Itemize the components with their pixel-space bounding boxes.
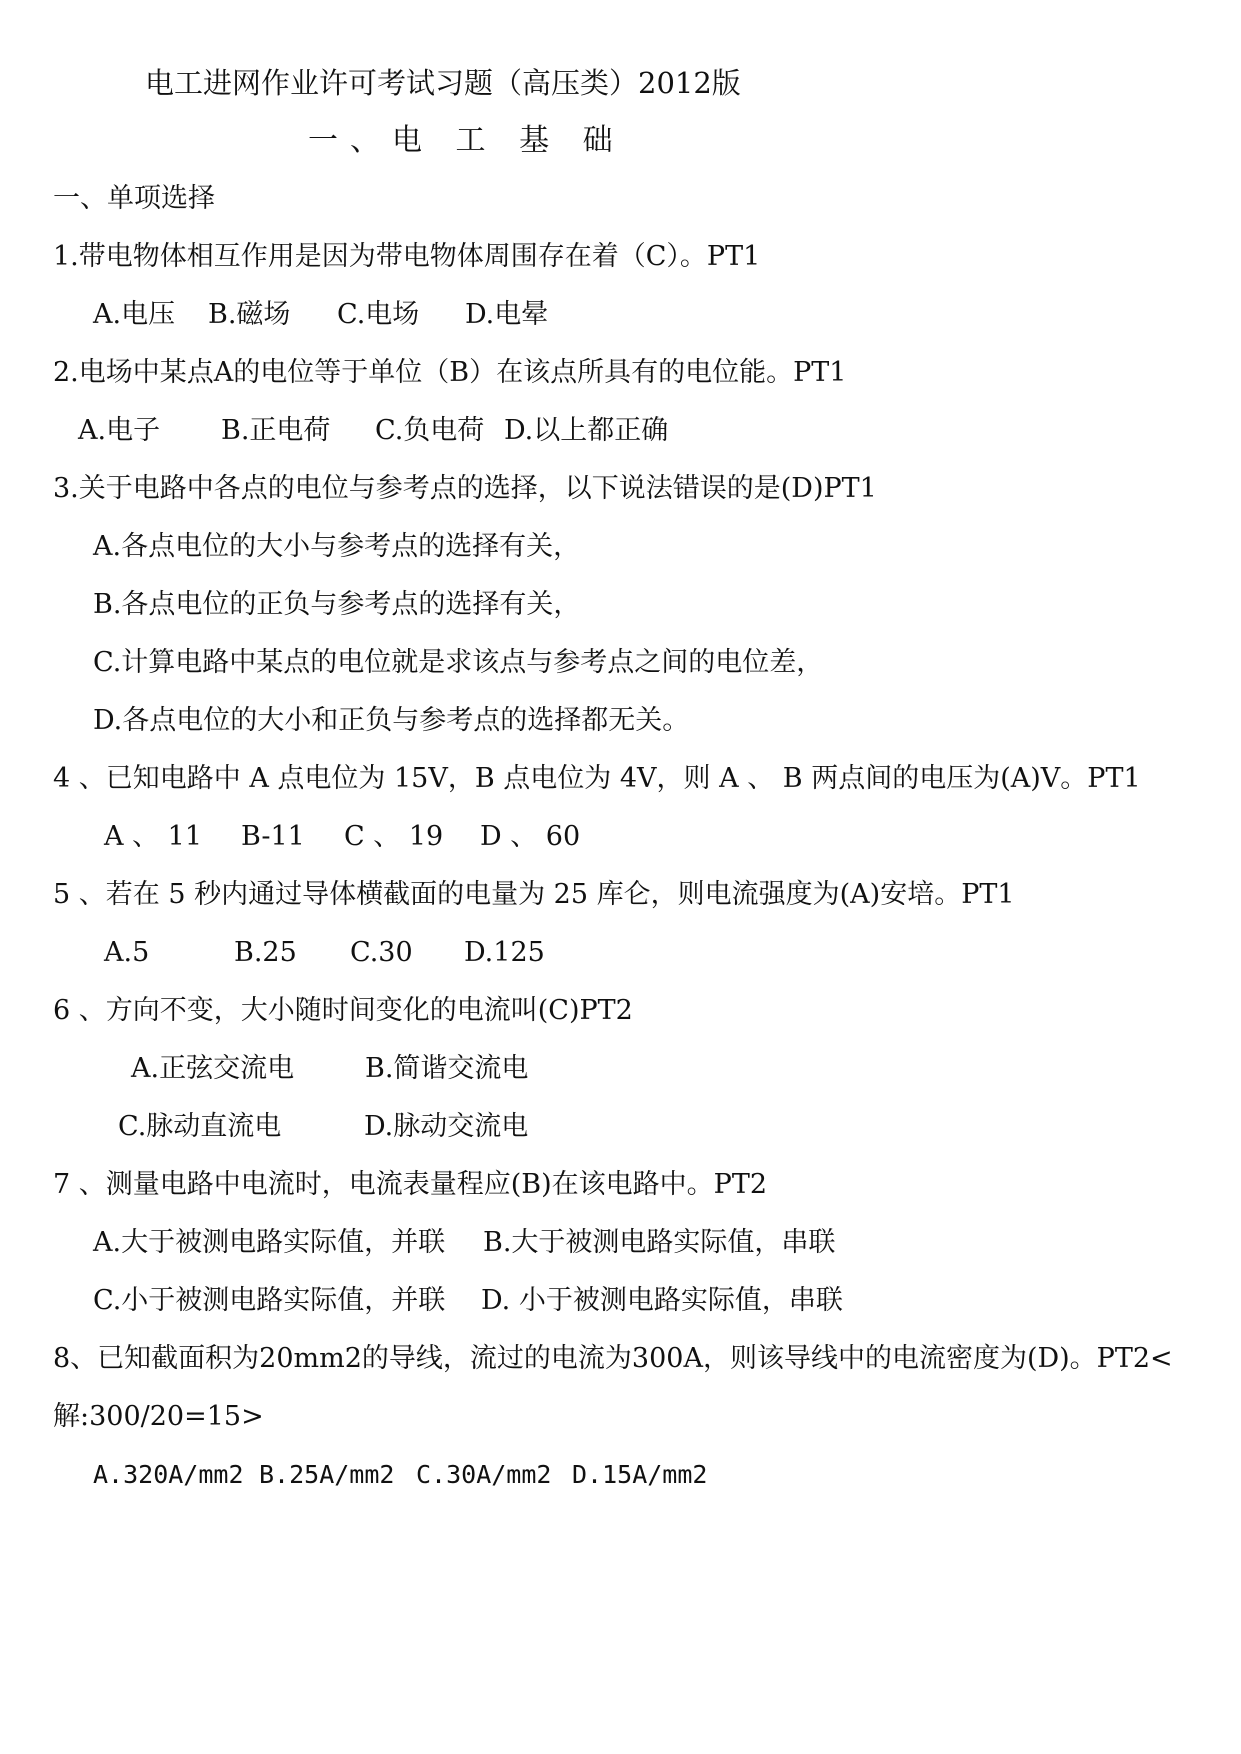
option-d: D 、 60 xyxy=(480,821,581,852)
question-8: 8、已知截面积为20mm2的导线，流过的电流为300A，则该导线中的电流密度为(D)。PT2< xyxy=(53,1343,1173,1374)
option-b: B-11 xyxy=(241,821,305,852)
option-c: C.电场 xyxy=(337,299,420,330)
option-d: D.各点电位的大小和正负与参考点的选择都无关。 xyxy=(93,705,690,736)
option-a: A.5 xyxy=(104,937,150,968)
option-a: A.大于被测电路实际值，并联 xyxy=(93,1227,446,1258)
section-heading: 一、单项选择 xyxy=(53,183,215,214)
option-d: D.以上都正确 xyxy=(504,415,669,446)
option-c: C.30A/mm2 xyxy=(416,1460,552,1489)
option-c: C.负电荷 xyxy=(375,415,485,446)
option-b: B.各点电位的正负与参考点的选择有关， xyxy=(93,589,581,620)
option-d: D.125 xyxy=(464,937,545,968)
document-title: 电工进网作业许可考试习题（高压类）2012版 xyxy=(145,66,741,100)
option-a: A.320A/mm2 xyxy=(93,1460,244,1489)
question-6: 6 、方向不变，大小随时间变化的电流叫(C)PT2 xyxy=(53,995,633,1026)
option-c: C.计算电路中某点的电位就是求该点与参考点之间的电位差， xyxy=(93,647,824,678)
question-3: 3.关于电路中各点的电位与参考点的选择，以下说法错误的是(D)PT1 xyxy=(53,473,877,504)
question-4: 4 、已知电路中 A 点电位为 15V，B 点电位为 4V，则 A 、 B 两点间的电压为(A)V。PT1 xyxy=(53,763,1141,794)
option-d: D.15A/mm2 xyxy=(572,1460,708,1489)
question-5: 5 、若在 5 秒内通过导体横截面的电量为 25 库仑，则电流强度为(A)安培。PT1 xyxy=(53,879,1015,910)
option-b: B.25A/mm2 xyxy=(259,1460,395,1489)
chapter-heading: 一、电 工 基 础 xyxy=(308,123,625,158)
option-c: C.脉动直流电 xyxy=(118,1111,282,1142)
question-1: 1.带电物体相互作用是因为带电物体周围存在着（C）。PT1 xyxy=(53,241,761,272)
option-c: C.小于被测电路实际值，并联 xyxy=(93,1285,446,1316)
option-b: B.正电荷 xyxy=(221,415,331,446)
question-7: 7 、测量电路中电流时，电流表量程应(B)在该电路中。PT2 xyxy=(53,1169,768,1200)
option-d: D.脉动交流电 xyxy=(364,1111,529,1142)
option-d: D. 小于被测电路实际值，串联 xyxy=(481,1285,843,1316)
question-2: 2.电场中某点A的电位等于单位（B）在该点所具有的电位能。PT1 xyxy=(53,357,847,388)
option-a: A.电压 xyxy=(93,299,176,330)
option-a: A.正弦交流电 xyxy=(131,1053,295,1084)
option-b: B.大于被测电路实际值，串联 xyxy=(483,1227,836,1258)
option-a: A 、 11 xyxy=(104,821,203,852)
question-8-continuation: 解:300/20=15> xyxy=(53,1401,264,1432)
option-c: C 、 19 xyxy=(344,821,444,852)
option-c: C.30 xyxy=(350,937,413,968)
option-b: B.简谐交流电 xyxy=(365,1053,529,1084)
option-b: B.25 xyxy=(234,937,297,968)
option-a: A.电子 xyxy=(78,415,161,446)
option-a: A.各点电位的大小与参考点的选择有关， xyxy=(93,531,581,562)
option-d: D.电晕 xyxy=(465,299,549,330)
option-b: B.磁场 xyxy=(208,299,291,330)
